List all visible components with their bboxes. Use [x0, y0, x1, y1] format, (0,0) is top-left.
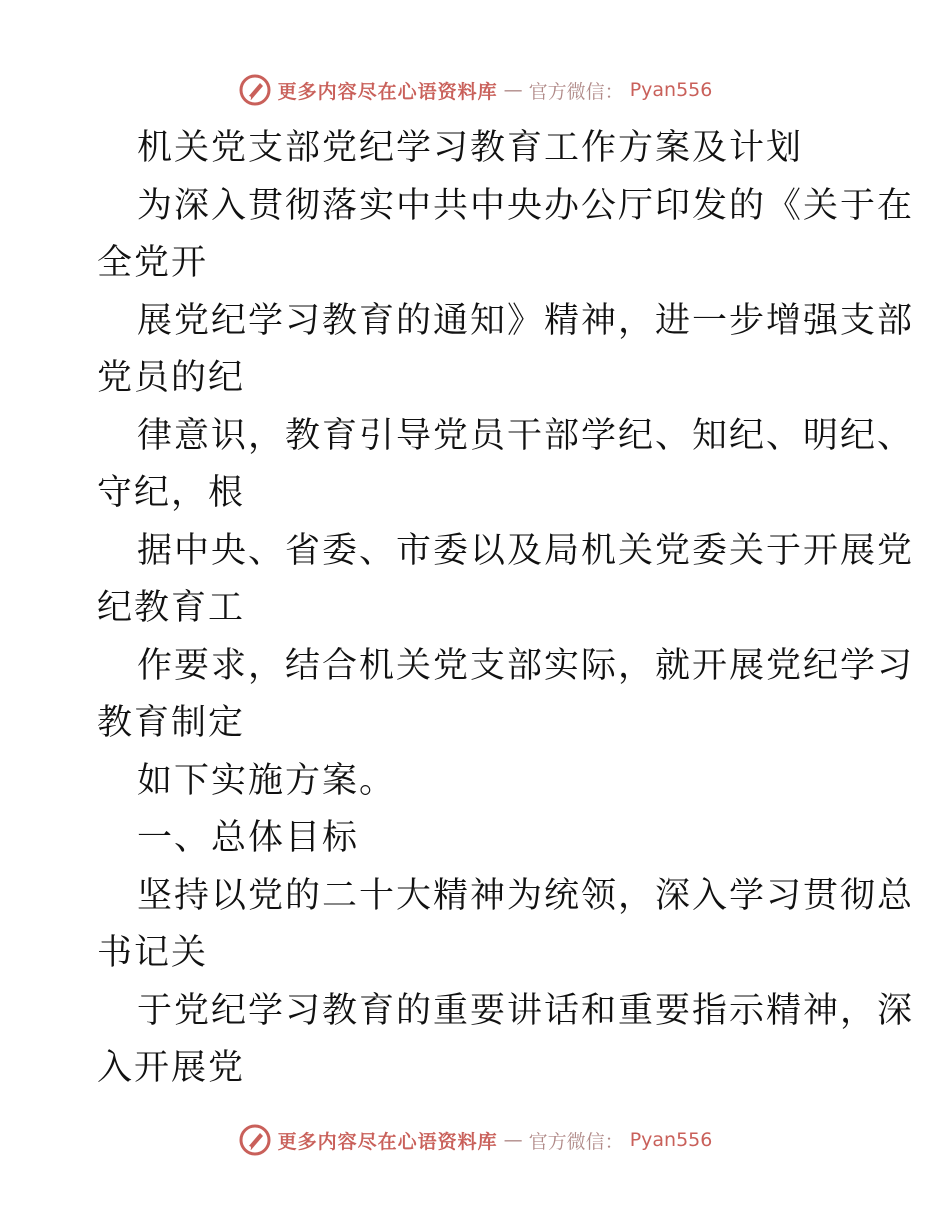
document-line: 律意识，教育引导党员干部学纪、知纪、明纪、 [137, 415, 915, 456]
watermark-separator: — [503, 1129, 523, 1151]
footer-watermark [0, 1120, 950, 1160]
watermark-brand: 更多内容尽在心语资料库 [277, 1130, 498, 1153]
document-line: 于党纪学习教育的重要讲话和重要指示精神，深 [137, 990, 915, 1031]
document-line: 入开展党 [97, 1048, 246, 1088]
document-line: 纪教育工 [97, 588, 246, 628]
pen-logo-icon [238, 73, 272, 107]
watermark-official-label: 官方微信： [528, 80, 624, 103]
watermark-brand: 更多内容尽在心语资料库 [277, 80, 498, 103]
document-title: 机关党支部党纪学习教育工作方案及计划 [137, 128, 804, 168]
watermark-separator: — [503, 79, 523, 101]
document-line: 坚持以党的二十大精神为统领，深入学习贯彻总 [137, 875, 915, 916]
document-line: 教育制定 [97, 703, 246, 743]
watermark-official-label: 官方微信： [528, 1130, 624, 1153]
watermark-wechat-id: Pyan556 [629, 79, 713, 101]
document-body [97, 120, 915, 1098]
document-line: 展党纪学习教育的通知》精神，进一步增强支部 [137, 300, 915, 341]
watermark-wechat-id: Pyan556 [629, 1129, 713, 1151]
document-line: 全党开 [97, 243, 209, 283]
document-line: 如下实施方案。 [137, 760, 397, 801]
document-line: 书记关 [97, 933, 209, 973]
section-heading: 一、总体目标 [137, 818, 360, 858]
document-line: 作要求，结合机关党支部实际，就开展党纪学习 [137, 645, 915, 686]
header-watermark [0, 70, 950, 110]
pen-logo-icon [238, 1123, 272, 1157]
document-line: 守纪，根 [97, 473, 246, 513]
document-line: 为深入贯彻落实中共中央办公厅印发的《关于在 [137, 185, 915, 226]
document-line: 党员的纪 [97, 358, 246, 398]
document-line: 据中央、省委、市委以及局机关党委关于开展党 [137, 530, 915, 571]
